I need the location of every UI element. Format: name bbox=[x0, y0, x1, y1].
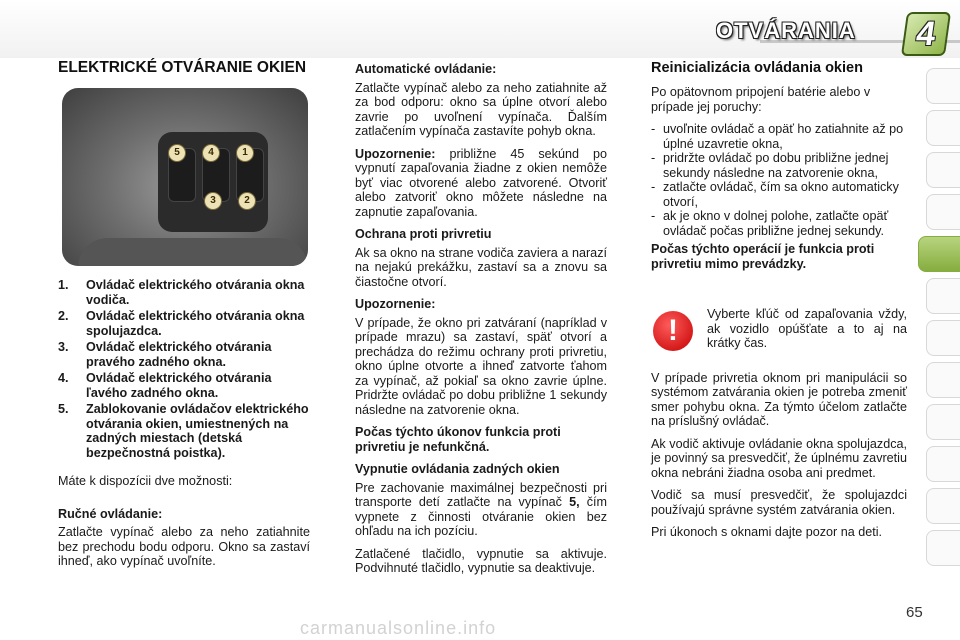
passenger-window-text: Ak vodič aktivuje ovládanie okna spolujazdca, je povinný sa presvedčiť, že úplnému zavretiu okna nebráni žiadna osoba ani predmet. bbox=[651, 436, 907, 480]
list-item: - ak je okno v dolnej polohe, zatlačte opäť ovládač počas približne jednej sekundy. bbox=[651, 209, 889, 238]
photo-badge-3: 3 bbox=[204, 192, 222, 210]
photo-badge-2: 2 bbox=[238, 192, 256, 210]
page-number: 65 bbox=[906, 604, 923, 621]
column-left bbox=[58, 60, 310, 577]
rear-disable-text: Pre zachovanie maximálnej bezpečnosti pri transporte detí zatlačte na vypínač 5, čím vypnete z činnosti otváranie okien bez ohľadu na ich pozíciu. bbox=[355, 480, 607, 538]
switch-legend-list bbox=[58, 278, 310, 460]
reinit-title: Reinicializácia ovládania okien bbox=[651, 60, 863, 76]
options-intro: Máte k dispozícii dve možnosti: bbox=[58, 474, 233, 488]
warning-heading: Upozornenie: bbox=[355, 297, 436, 311]
key-warning-text: Vyberte kľúč od zapaľovania vždy, ak vozidlo opúšťate a to aj na krátky čas. bbox=[707, 307, 907, 350]
column-right bbox=[651, 60, 907, 548]
rear-disable-heading: Vypnutie ovládania zadných okien bbox=[355, 462, 560, 476]
chapter-title: OTVÁRANIA bbox=[716, 18, 856, 43]
key-warning-box bbox=[651, 307, 907, 359]
photo-badge-4: 4 bbox=[202, 144, 220, 162]
list-item: - zatlačte ovládač, čím sa okno automaticky otvorí, bbox=[651, 180, 899, 209]
side-tab[interactable] bbox=[926, 320, 960, 356]
side-tab[interactable] bbox=[926, 278, 960, 314]
side-tab[interactable] bbox=[926, 68, 960, 104]
list-item: 2. Ovládač elektrického otvárania okna spolujazdca. bbox=[58, 309, 305, 338]
ignition-warning: Upozornenie: približne 45 sekúnd po vypnutí zapaľovania žiadne z okien nemôže byť viac otvorené alebo zatvorené. Otvoriť alebo zatvoriť okno môžete následne na zapnutie zapaľovania. bbox=[355, 146, 607, 219]
manual-control-text: Zatlačte vypínač alebo za neho zatiahnite bez prechodu bodu odporu. Okno sa zastaví ihneď, ako vypínač uvoľníte. bbox=[58, 525, 310, 568]
exclamation-icon: ! bbox=[653, 311, 693, 351]
list-item: - uvoľnite ovládač a opäť ho zatiahnite až po úplné uzavretie okna, bbox=[651, 122, 904, 151]
window-switch-photo bbox=[62, 88, 308, 266]
list-item: 4. Ovládač elektrického otvárania ľavého zadného okna. bbox=[58, 371, 272, 400]
side-tab[interactable] bbox=[926, 446, 960, 482]
list-item: 1. Ovládač elektrického otvárania okna vodiča. bbox=[58, 278, 305, 307]
reinit-intro: Po opätovnom pripojení batérie alebo v prípade jej poruchy: bbox=[651, 85, 871, 114]
photo-badge-1: 1 bbox=[236, 144, 254, 162]
side-tab[interactable] bbox=[926, 110, 960, 146]
reinit-steps bbox=[651, 122, 907, 238]
column-middle bbox=[355, 62, 607, 584]
side-tab[interactable] bbox=[926, 194, 960, 230]
anti-pinch-text: Ak sa okno na strane vodiča zaviera a narazí na nejakú prekážku, zastaví sa a znovu sa čiastočne otvorí. bbox=[355, 245, 607, 289]
list-item: 3. Ovládač elektrického otvárania pravého zadného okna. bbox=[58, 340, 272, 369]
anti-pinch-heading: Ochrana proti privretiu bbox=[355, 227, 492, 241]
children-caution-text: Pri úkonoch s oknami dajte pozor na deti. bbox=[651, 525, 883, 539]
side-tab[interactable] bbox=[926, 488, 960, 524]
side-tab[interactable] bbox=[926, 152, 960, 188]
photo-badge-5: 5 bbox=[168, 144, 186, 162]
auto-control-text: Zatlačte vypínač alebo za neho zatiahnite až za bod odporu: okno sa úplne otvorí alebo zavrie po uvoľnení vypínača. Ďalším zatlačením vypínača zastavíte pohyb okna. bbox=[355, 80, 607, 138]
pinch-reverse-text: V prípade privretia oknom pri manipulácii so systémom zatvárania okien je potreba zmeniť smer pohybu okna. Za týmto účelom zatlačte na príslušný ovládač. bbox=[651, 370, 907, 428]
side-tab[interactable] bbox=[926, 404, 960, 440]
chapter-number-badge: 4 bbox=[901, 12, 951, 56]
list-item: - pridržte ovládač po dobu približne jednej sekundy následne na zatvorenie okna, bbox=[651, 151, 889, 180]
section-title-electric-windows: ELEKTRICKÉ OTVÁRANIE OKIEN bbox=[58, 59, 307, 76]
reinit-bold-note: Počas týchto operácií je funkcia proti privretiu mimo prevádzky. bbox=[651, 242, 875, 271]
list-item: 5. Zablokovanie ovládačov elektrického otvárania okien, umiestnených na zadných miestach (detská bezpečnostná poistka). bbox=[58, 402, 309, 460]
auto-control-heading: Automatické ovládanie: bbox=[355, 62, 497, 76]
passengers-usage-text: Vodič sa musí presvedčiť, že spolujazdci používajú správne systém zatvárania okien. bbox=[651, 488, 907, 517]
door-handle-shape bbox=[78, 238, 308, 266]
side-tab[interactable] bbox=[926, 530, 960, 566]
anti-pinch-off-note: Počas týchto úkonov funkcia proti privretiu je nefunkčná. bbox=[355, 425, 561, 454]
side-tabs bbox=[926, 68, 960, 572]
side-tab[interactable] bbox=[926, 362, 960, 398]
manual-control-heading: Ručné ovládanie: bbox=[58, 506, 163, 521]
warning-text: V prípade, že okno pri zatváraní (napríklad v prípade mrazu) sa zastaví, späť otvorí a prechádza do režimu ochrany proti privretiu, okno úplne otvorte a ihneď zatvorte ťahom za vypínač, až pokiaľ sa okno zavrie úplne. Pridržte ovládač po dobu približne 1 sekundy následne na zatvorenie okna. bbox=[355, 315, 607, 417]
watermark: carmanualsonline.info bbox=[300, 618, 497, 638]
side-tab-active[interactable] bbox=[918, 236, 960, 272]
rear-disable-text-2: Zatlačené tlačidlo, vypnutie sa aktivuje. Podvihnuté tlačidlo, vypnutie sa deaktivuje. bbox=[355, 546, 607, 575]
